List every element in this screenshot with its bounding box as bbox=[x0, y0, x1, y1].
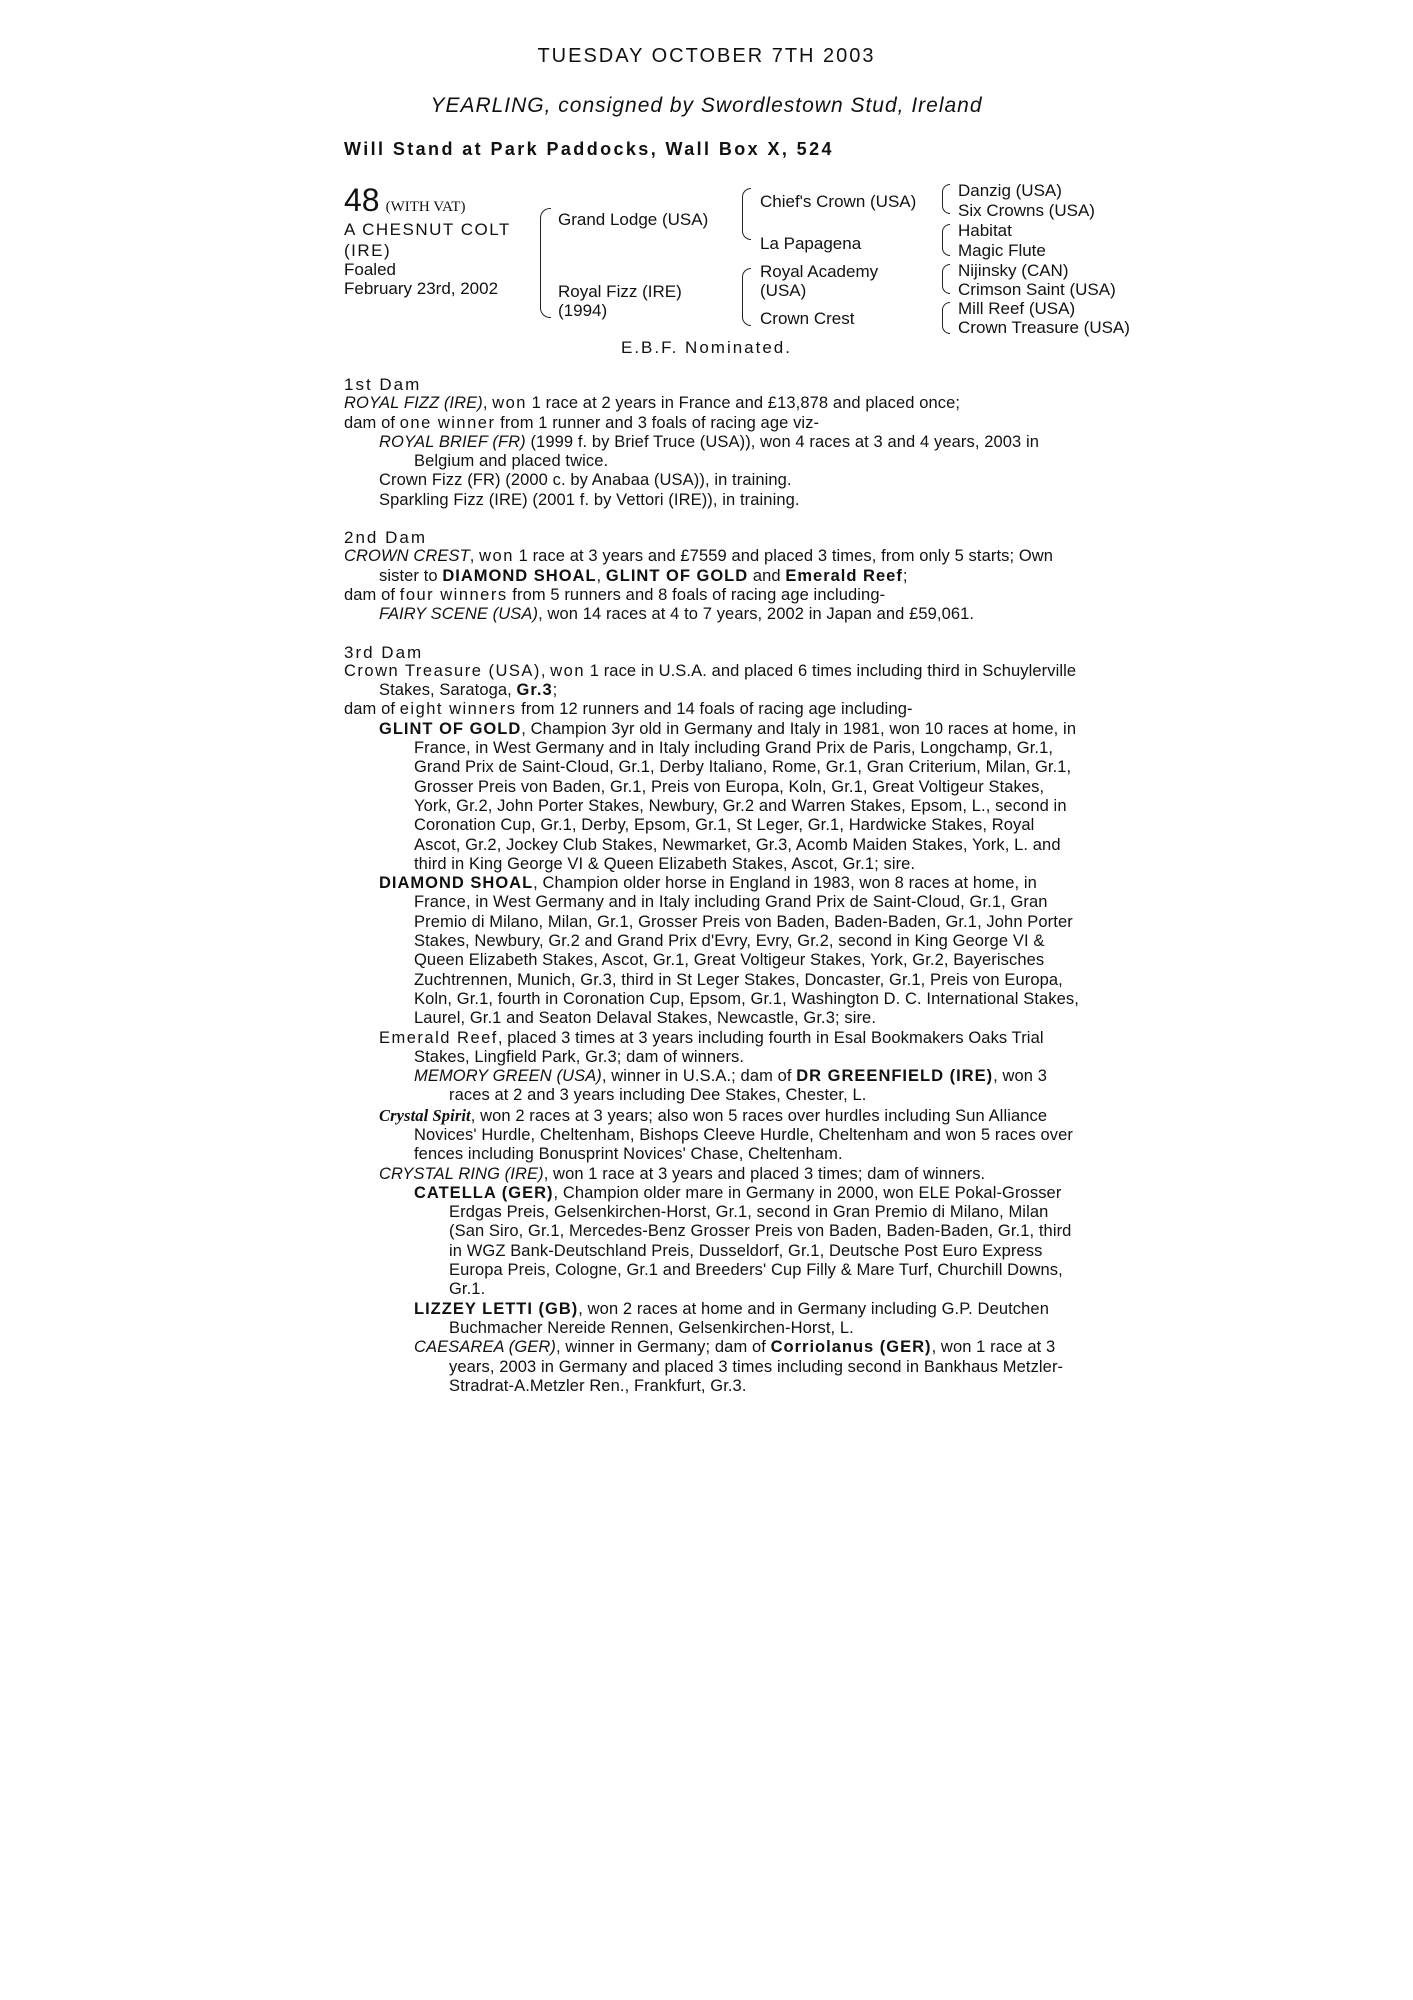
pedigree-dam-dam: Crown Crest bbox=[760, 309, 855, 328]
produce-record bbox=[344, 375, 1084, 1396]
second-dam-section bbox=[344, 528, 1084, 624]
second-dam-produce: dam of four winners from 5 runners and 8 foals of racing age including- bbox=[344, 585, 886, 604]
pedigree-dsd: Crimson Saint (USA) bbox=[958, 280, 1116, 299]
lot-country: (IRE) bbox=[344, 241, 392, 260]
foaled-date: February 23rd, 2002 bbox=[344, 279, 499, 298]
foaled-label: Foaled bbox=[344, 260, 396, 279]
produce-crystal-ring: CRYSTAL RING (IRE), won 1 race at 3 years and placed 3 times; dam of winners. bbox=[379, 1164, 986, 1183]
first-dam-heading: 1st Dam bbox=[344, 375, 422, 394]
pedigree-brace-ds bbox=[942, 264, 950, 294]
produce-memory-green: MEMORY GREEN (USA), winner in U.S.A.; dam of DR GREENFIELD (IRE), won 3 races at 2 and 3 years including Dee Stakes, Chester, L. bbox=[414, 1067, 1048, 1105]
produce-crystal-spirit: Crystal Spirit, won 2 races at 3 years; also won 5 races over hurdles including Sun Alliance Novices' Hurdle, Cheltenham, Bishops Cleeve Hurdle, Cheltenham and won 5 races over fences including Bonusprint Novices' Chase, Cheltenham. bbox=[379, 1105, 1073, 1164]
third-dam-record: Crown Treasure (USA), won 1 race in U.S.A. and placed 6 times including third in Schuylerville Stakes, Saratoga, Gr.3; bbox=[344, 661, 1077, 700]
third-dam-heading: 3rd Dam bbox=[344, 642, 424, 662]
pedigree-dam-sire bbox=[760, 262, 878, 300]
ebf-nominated: E.B.F. Nominated. bbox=[620, 338, 792, 357]
produce-royal-brief: ROYAL BRIEF (FR) (1999 f. by Brief Truce (USA)), won 4 races at 3 and 4 years, 2003 in Belgium and placed twice. bbox=[379, 432, 1040, 471]
pedigree-sire-dam: La Papagena bbox=[760, 234, 862, 253]
pedigree-brace-dam bbox=[742, 268, 751, 326]
produce-glint-of-gold: GLINT OF GOLD, Champion 3yr old in Germany and Italy in 1981, won 10 races at home, in France, in West Germany and in Italy including Grand Prix de Paris, Longchamp, Gr.1, Grand Prix de Saint-Cloud, Gr.1, Derby Italiano, Rome, Gr.1, Gran Criterium, Milan, Gr.1, Grosser Preis von Baden, Gr.1, Preis von Europa, Koln, Gr.1, Great Voltigeur Stakes, York, Gr.2, John Porter Stakes, Newbury, Gr.2 and Warren Stakes, Epsom, L., second in Coronation Cup, Gr.1, Derby, Epsom, Gr.1, St Leger, Gr.1, Hardwicke Stakes, Royal Ascot, Gr.2, Jockey Club Stakes, Newmarket, Gr.3, Acomb Maiden Stakes, York, L. and third in King George VI & Queen Elizabeth Stakes, Ascot, Gr.1; sire. bbox=[379, 719, 1077, 873]
pedigree-dam-year: (1994) bbox=[558, 301, 608, 320]
pedigree-sire: Grand Lodge (USA) bbox=[558, 210, 709, 229]
lot-number: 48 bbox=[344, 182, 380, 218]
pedigree-sire-sire: Chief's Crown (USA) bbox=[760, 192, 917, 211]
pedigree-dds: Mill Reef (USA) bbox=[958, 299, 1076, 318]
lot-description: A CHESNUT COLT bbox=[344, 220, 511, 239]
produce-sparkling-fizz: Sparkling Fizz (IRE) (2001 f. by Vettori (IRE)), in training. bbox=[379, 490, 800, 509]
consignment-line: YEARLING, consigned by Swordlestown Stud, Ireland bbox=[430, 94, 983, 117]
first-dam-record: ROYAL FIZZ (IRE), won 1 race at 2 years in France and £13,878 and placed once; bbox=[344, 394, 961, 413]
second-dam-heading: 2nd Dam bbox=[344, 528, 427, 548]
third-dam-produce: dam of eight winners from 12 runners and 14 foals of racing age including- bbox=[344, 700, 913, 719]
produce-diamond-shoal: DIAMOND SHOAL, Champion older horse in England in 1983, won 8 races at home, in France, in West Germany and in Italy including Grand Prix de Saint-Cloud, Gr.1, Gran Premio di Milano, Milan, Gr.1, Grosser Preis von Baden, Baden-Baden, Gr.1, John Porter Stakes, Newbury, Gr.2 and Grand Prix d'Evry, Evry, Gr.2, second in King George VI & Queen Elizabeth Stakes, Ascot, Gr.1, Great Voltigeur Stakes, York, Gr.2, Bayerisches Zuchtrennen, Munich, Gr.3, third in St Leger Stakes, Doncaster, Gr.1, Preis von Europa, Koln, Gr.1, fourth in Coronation Cup, Epsom, Gr.1, Washington D. C. International Stakes, Laurel, Gr.1 and Seaton Delaval Stakes, Newcastle, Gr.3; sire. bbox=[379, 874, 1079, 1028]
first-dam-section bbox=[344, 375, 1084, 510]
lot-info bbox=[344, 182, 544, 298]
pedigree-dam-sire-country: (USA) bbox=[760, 281, 807, 300]
pedigree-sss: Danzig (USA) bbox=[958, 181, 1062, 200]
produce-catella: CATELLA (GER), Champion older mare in Germany in 2000, won ELE Pokal-Grosser Erdgas Preis, Gelsenkirchen-Horst, Gr.1, second in Gran Premio di Milano, Milan (San Siro, Gr.1, Mercedes-Benz Grosser Preis von Baden, Baden-Baden, Gr.1, third in WGZ Bank-Deutschland Preis, Dusseldorf, Gr.1, Deutsche Post Euro Express Europa Preis, Cologne, Gr.1 and Breeders' Cup Filly & Mare Turf, Churchill Downs, Gr.1. bbox=[414, 1183, 1072, 1299]
pedigree-brace-main bbox=[540, 208, 551, 318]
pedigree-sdd: Magic Flute bbox=[958, 241, 1046, 260]
pedigree-dam bbox=[558, 282, 682, 320]
pedigree-dss: Nijinsky (CAN) bbox=[958, 261, 1069, 280]
pedigree-dam-name: Royal Fizz (IRE) bbox=[558, 282, 682, 301]
pedigree-brace-sd bbox=[942, 224, 950, 256]
vat-note: (WITH VAT) bbox=[385, 199, 466, 215]
pedigree-brace-ss bbox=[942, 184, 950, 214]
pedigree-brace-dd bbox=[942, 302, 950, 334]
produce-emerald-reef: Emerald Reef, placed 3 times at 3 years including fourth in Esal Bookmakers Oaks Trial Stakes, Lingfield Park, Gr.3; dam of winners. bbox=[379, 1028, 1044, 1066]
pedigree-brace-sire bbox=[742, 188, 751, 240]
produce-caesarea: CAESAREA (GER), winner in Germany; dam of Corriolanus (GER), won 1 race at 3 years, 2003 in Germany and placed 3 times including second in Bankhaus Metzler-Stradrat-A.Metzler Ren., Frankfurt, Gr.3. bbox=[414, 1338, 1064, 1395]
stand-location: Will Stand at Park Paddocks, Wall Box X, 524 bbox=[344, 139, 834, 159]
produce-lizzey-letti: LIZZEY LETTI (GB), won 2 races at home and in Germany including G.P. Deutchen Buchmacher Nereide Rennen, Gelsenkirchen-Horst, L. bbox=[414, 1299, 1049, 1337]
pedigree-ssd: Six Crowns (USA) bbox=[958, 201, 1095, 220]
pedigree-dam-sire-name: Royal Academy bbox=[760, 262, 879, 281]
first-dam-produce: dam of one winner from 1 runner and 3 foals of racing age viz- bbox=[344, 413, 820, 432]
produce-crown-fizz: Crown Fizz (FR) (2000 c. by Anabaa (USA)), in training. bbox=[379, 471, 792, 490]
pedigree-ddd: Crown Treasure (USA) bbox=[958, 318, 1130, 337]
third-dam-section bbox=[344, 643, 1084, 1397]
second-dam-record: CROWN CREST, won 1 race at 3 years and £7559 and placed 3 times, from only 5 starts; Own sister to DIAMOND SHOAL, GLINT OF GOLD and Emerald Reef; bbox=[344, 547, 1054, 585]
produce-fairy-scene: FAIRY SCENE (USA), won 14 races at 4 to 7 years, 2002 in Japan and £59,061. bbox=[379, 605, 975, 624]
sale-date: TUESDAY OCTOBER 7TH 2003 bbox=[537, 45, 876, 67]
pedigree-sds: Habitat bbox=[958, 221, 1012, 240]
